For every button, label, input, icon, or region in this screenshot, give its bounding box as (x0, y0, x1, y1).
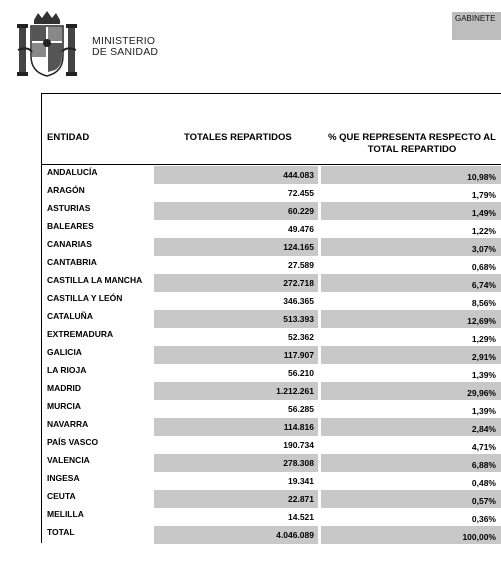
row-percentage: 100,00% (321, 526, 501, 544)
table-row (42, 346, 501, 364)
table-row (42, 364, 501, 382)
row-percentage: 1,29% (471, 334, 496, 344)
table-row (42, 256, 501, 274)
table-row (42, 508, 501, 526)
distribution-table (41, 93, 501, 543)
table-row (42, 436, 501, 454)
row-entity-name: ANDALUCÍA (47, 167, 98, 177)
row-entity-name: PAÍS VASCO (47, 437, 99, 447)
row-entity-name: CANARIAS (47, 239, 92, 249)
table-row (42, 472, 501, 490)
row-total-value: 124.165 (154, 238, 318, 256)
column-header-percentage-line-1: % QUE REPRESENTA RESPECTO AL (328, 132, 496, 143)
row-percentage: 29,96% (321, 382, 501, 400)
column-header-percentage (322, 132, 501, 156)
row-percentage: 6,74% (321, 274, 501, 292)
table-row (42, 274, 501, 292)
row-percentage: 1,39% (471, 370, 496, 380)
row-percentage: 1,79% (471, 190, 496, 200)
row-percentage: 0,68% (471, 262, 496, 272)
row-total-value: 60.229 (154, 202, 318, 220)
column-header-totales: TOTALES REPARTIDOS (184, 132, 292, 143)
row-entity-name: TOTAL (47, 527, 75, 537)
row-entity-name: LA RIOJA (47, 365, 87, 375)
row-total-value: 56.285 (288, 404, 314, 414)
table-row (42, 184, 501, 202)
table-row (42, 310, 501, 328)
column-header-percentage-line-2: TOTAL REPARTIDO (367, 144, 457, 155)
row-percentage: 2,84% (321, 418, 501, 436)
row-total-value: 190.734 (283, 440, 314, 450)
row-entity-name: MADRID (47, 383, 81, 393)
row-entity-name: ASTURIAS (47, 203, 91, 213)
row-entity-name: EXTREMADURA (47, 329, 114, 339)
row-total-value: 4.046.089 (154, 526, 318, 544)
row-total-value: 444.083 (154, 166, 318, 184)
table-row (42, 202, 501, 220)
table-row (42, 166, 501, 184)
row-total-value: 1.212.261 (154, 382, 318, 400)
row-percentage: 8,56% (471, 298, 496, 308)
row-percentage: 1,39% (471, 406, 496, 416)
row-percentage: 1,49% (321, 202, 501, 220)
table-body (42, 166, 501, 544)
row-total-value: 56.210 (288, 368, 314, 378)
coat-of-arms-logo (16, 10, 78, 80)
row-total-value: 14.521 (288, 512, 314, 522)
row-entity-name: MELILLA (47, 509, 84, 519)
row-total-value: 117.907 (154, 346, 318, 364)
gabinete-label: GABINETE (452, 12, 501, 40)
row-entity-name: MURCIA (47, 401, 81, 411)
row-entity-name: GALICIA (47, 347, 82, 357)
row-total-value: 49.476 (288, 224, 314, 234)
column-header-entidad: ENTIDAD (47, 132, 90, 143)
row-total-value: 346.365 (283, 296, 314, 306)
row-entity-name: CASTILLA Y LEÓN (47, 293, 123, 303)
table-row (42, 454, 501, 472)
ministry-line-2: DE SANIDAD (92, 46, 159, 58)
table-row (42, 526, 501, 544)
row-percentage: 6,88% (321, 454, 501, 472)
row-percentage: 4,71% (471, 442, 496, 452)
table-row (42, 328, 501, 346)
table-row (42, 292, 501, 310)
row-percentage: 12,69% (321, 310, 501, 328)
ministry-name (92, 36, 158, 58)
row-total-value: 272.718 (154, 274, 318, 292)
row-entity-name: NAVARRA (47, 419, 89, 429)
row-percentage: 1,22% (471, 226, 496, 236)
row-entity-name: CEUTA (47, 491, 76, 501)
row-percentage: 10,98% (321, 166, 501, 184)
row-percentage: 0,48% (471, 478, 496, 488)
row-entity-name: BALEARES (47, 221, 94, 231)
row-percentage: 3,07% (321, 238, 501, 256)
table-row (42, 400, 501, 418)
row-total-value: 72.455 (288, 188, 314, 198)
row-percentage: 0,36% (471, 514, 496, 524)
table-row (42, 238, 501, 256)
row-entity-name: INGESA (47, 473, 80, 483)
row-percentage: 0,57% (321, 490, 501, 508)
ministry-line-1: MINISTERIO (92, 35, 156, 47)
table-row (42, 220, 501, 238)
row-total-value: 114.816 (154, 418, 318, 436)
row-entity-name: ARAGÓN (47, 185, 85, 195)
row-total-value: 52.362 (288, 332, 314, 342)
row-total-value: 19.341 (288, 476, 314, 486)
row-total-value: 278.308 (154, 454, 318, 472)
table-row (42, 490, 501, 508)
header-divider (42, 164, 501, 165)
row-total-value: 22.871 (154, 490, 318, 508)
row-entity-name: CANTABRIA (47, 257, 97, 267)
row-entity-name: VALENCIA (47, 455, 90, 465)
table-row (42, 418, 501, 436)
row-entity-name: CATALUÑA (47, 311, 93, 321)
row-entity-name: CASTILLA LA MANCHA (47, 275, 143, 285)
row-percentage: 2,91% (321, 346, 501, 364)
row-total-value: 27.589 (288, 260, 314, 270)
table-row (42, 382, 501, 400)
row-total-value: 513.393 (154, 310, 318, 328)
